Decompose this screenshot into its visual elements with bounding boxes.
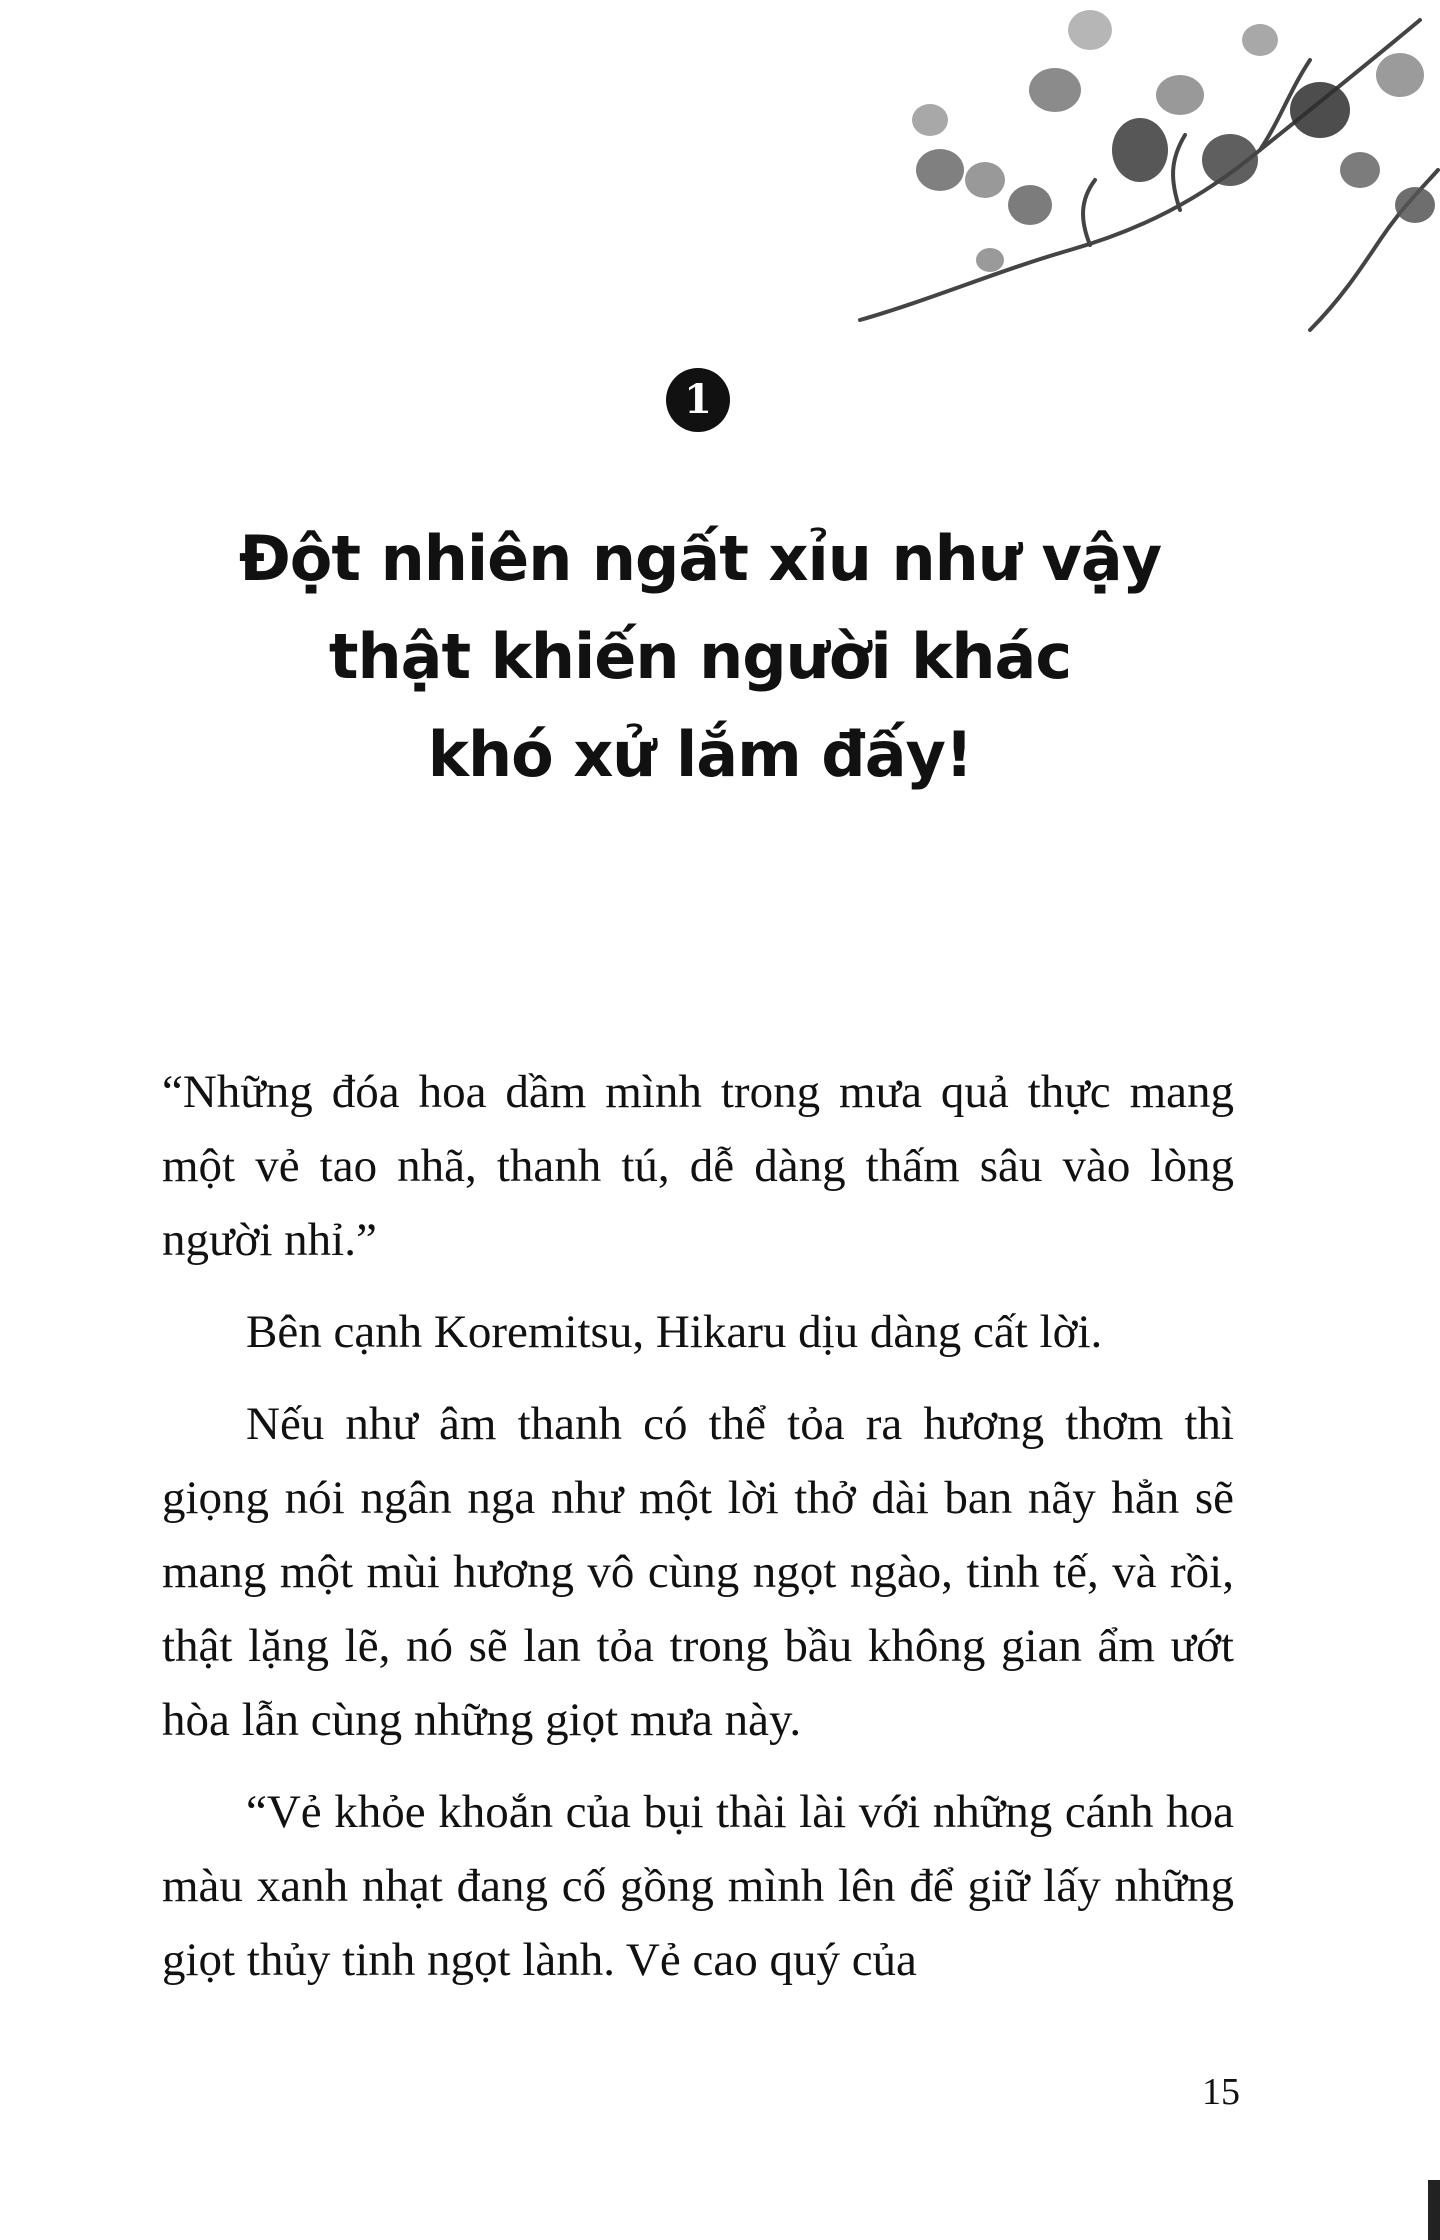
chapter-title-line: thật khiến người khác [328, 620, 1072, 693]
paragraph: Bên cạnh Koremitsu, Hikaru dịu dàng cất lời. [246, 1306, 1103, 1358]
paragraph: “Những đóa hoa dầm mình trong mưa quả thực mang một vẻ tao nhã, thanh tú, dễ dàng thấm sâu vào lòng người nhỉ.” [162, 1066, 1234, 1266]
chapter-title-line: Đột nhiên ngất xỉu như vậy [238, 522, 1162, 595]
chapter-number-badge: 1 [666, 368, 730, 432]
page-number: 15 [1202, 2071, 1240, 2113]
chapter-title [120, 510, 1280, 804]
body-text [162, 1055, 1234, 2015]
scan-edge-mark [1428, 2180, 1440, 2240]
paragraph: Nếu như âm thanh có thể tỏa ra hương thơm thì giọng nói ngân nga như một lời thở dài ban nãy hẳn sẽ mang một mùi hương vô cùng ngọt ngào, tinh tế, và rồi, thật lặng lẽ, nó sẽ lan tỏa trong bầu không gian ẩm ướt hòa lẫn cùng những giọt mưa này. [162, 1398, 1234, 1746]
flower-branch-icon [840, 0, 1440, 360]
paragraph: “Vẻ khỏe khoắn của bụi thài lài với những cánh hoa màu xanh nhạt đang cố gồng mình lên để giữ lấy những giọt thủy tinh ngọt lành. Vẻ cao quý của [162, 1786, 1234, 1986]
chapter-title-line: khó xử lắm đấy! [427, 718, 973, 791]
